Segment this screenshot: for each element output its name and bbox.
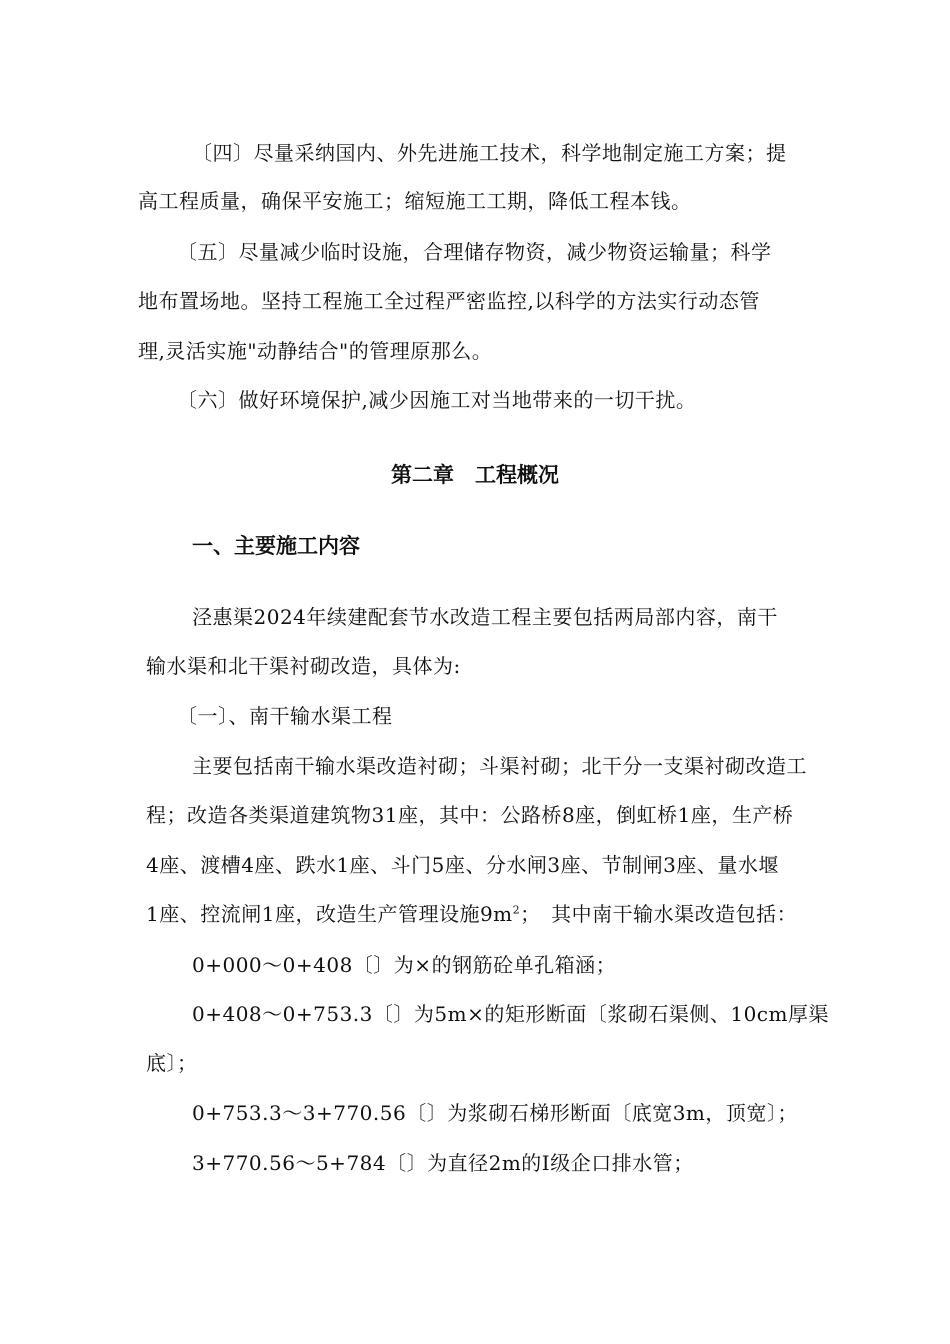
paragraph-4-line-1: 〔四〕尽量采纳国内、外先进施工技术，科学地制定施工方案；提 [192, 141, 787, 165]
body-line-4-tail: ； 其中南干输水渠改造包括： [520, 902, 798, 926]
paragraph-5-line-2: 地布置场地。坚持工程施工全过程严密监控,以科学的方法实行动态管 [138, 289, 760, 313]
item-2-line-2: 底〕； [146, 1051, 198, 1075]
chapter-title: 第二章 工程概况 [391, 462, 559, 487]
superscript-2: 2 [512, 903, 521, 917]
intro-line-2: 输水渠和北干渠衬砌改造，具体为: [146, 654, 461, 678]
body-line-4-text: 1座、控流闸1座，改造生产管理设施9m [146, 902, 513, 926]
body-line-4 [146, 900, 797, 928]
subsection-title: 〔一〕、南干输水渠工程 [177, 704, 393, 728]
paragraph-4-line-2: 高工程质量，确保平安施工；缩短施工工期，降低工程本钱。 [138, 189, 692, 213]
item-1: 0+000～0+408〔〕为×的钢筋砼单孔箱涵； [192, 953, 617, 977]
intro-line-1: 泾惠渠2024年续建配套节水改造工程主要包括两局部内容，南干 [192, 605, 778, 629]
paragraph-6-line-1: 〔六〕做好环境保护,减少因施工对当地带来的一切干扰。 [177, 388, 697, 412]
section-heading: 一、主要施工内容 [192, 533, 360, 558]
body-line-1: 主要包括南干输水渠改造衬砌；斗渠衬砌；北干分一支渠衬砌改造工 [192, 754, 807, 778]
body-line-2: 程；改造各类渠道建筑物31座，其中：公路桥8座，倒虹桥1座，生产桥 [146, 803, 794, 827]
item-4: 3+770.56～5+784〔〕为直径2m的Ⅰ级企口排水管； [192, 1151, 694, 1175]
body-line-3: 4座、渡槽4座、跌水1座、斗门5座、分水闸3座、节制闸3座、量水堰 [146, 853, 779, 877]
item-2-line-1: 0+408～0+753.3〔〕为5m×的矩形断面〔浆砌石渠侧、10cm厚渠 [192, 1002, 829, 1026]
item-3: 0+753.3～3+770.56〔〕为浆砌石梯形断面〔底宽3m，顶宽〕； [192, 1101, 798, 1125]
paragraph-5-line-3: 理,灵活实施"动静结合"的管理原那么。 [138, 339, 493, 363]
paragraph-5-line-1: 〔五〕尽量减少临时设施，合理储存物资，减少物资运输量；科学 [177, 240, 772, 264]
